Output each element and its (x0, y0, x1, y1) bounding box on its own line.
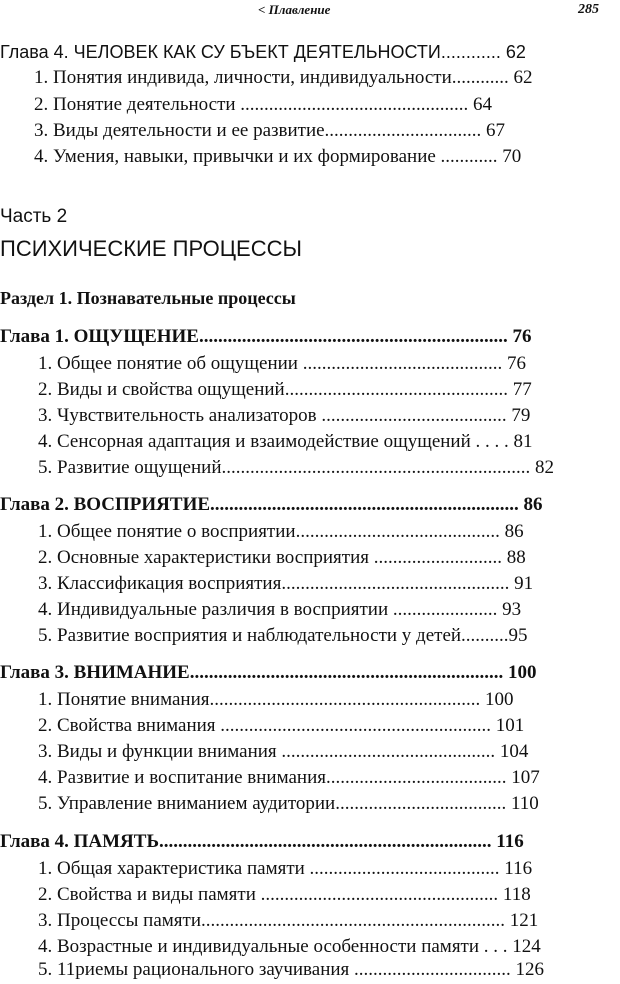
section-heading: Раздел 1. Познавательные процессы (0, 288, 296, 308)
toc-entry: 1. Понятия индивида, личности, индивидуальности............ 62 (34, 67, 533, 88)
toc-entry: 1. Общая характеристика памяти ........................................ 116 (38, 858, 533, 879)
toc-entry: 4. Сенсорная адаптация и взаимодействие ощущений . . . . 81 (38, 431, 533, 452)
toc-entry: 2. Понятие деятельности ................................................ 64 (34, 94, 493, 115)
running-header (0, 2, 620, 20)
toc-entry: 3. Чувствительность анализаторов ....................................... 79 (38, 405, 531, 426)
toc-entry: 3. Процессы памяти................................................................ 121 (38, 910, 539, 931)
toc-entry: 4. Индивидуальные различия в восприятии ...................... 93 (38, 599, 522, 620)
running-title: < Плавление (258, 2, 331, 17)
toc-entry: 5. Развитие восприятия и наблюдательности у детей..........95 (38, 625, 528, 646)
toc-entry: 5. 11риемы рационального заучивания ................................. 126 (38, 959, 545, 980)
toc-entry: 4. Умения, навыки, привычки и их формирование ............ 70 (34, 146, 522, 167)
toc-chapter-heading: Глава 3. ВНИМАНИЕ.................................................................. 100 (0, 662, 537, 683)
part-title: ПСИХИЧЕСКИЕ ПРОЦЕССЫ (0, 236, 302, 261)
toc-entry: 1. Общее понятие об ощущении .......................................... 76 (38, 353, 526, 374)
part-number: Часть 2 (0, 206, 68, 227)
toc-entry: 4. Возрастные и индивидуальные особенности памяти . . . 124 (38, 936, 541, 957)
toc-chapter-heading: Глава 1. ОЩУЩЕНИЕ................................................................. 76 (0, 326, 532, 347)
toc-entry: 2. Виды и свойства ощущений............................................... 77 (38, 379, 532, 400)
toc-entry: 4. Развитие и воспитание внимания...................................... 107 (38, 767, 540, 788)
toc-chapter-heading: Глава 4. ЧЕЛОВЕК КАК СУ БЪЕКТ ДЕЯТЕЛЬНОСТИ............ 62 (0, 42, 526, 62)
toc-entry: 3. Виды и функции внимания ............................................. 104 (38, 741, 529, 762)
toc-entry: 5. Управление вниманием аудитории.................................... 110 (38, 793, 539, 814)
toc-entry: 2. Основные характеристики восприятия ........................... 88 (38, 547, 526, 568)
toc-entry: 2. Свойства внимания ......................................................... 101 (38, 715, 525, 736)
toc-entry: 5. Развитие ощущений................................................................. 82 (38, 457, 554, 478)
toc-chapter-heading: Глава 2. ВОСПРИЯТИЕ................................................................. 86 (0, 494, 543, 515)
toc-chapter-heading: Глава 4. ПАМЯТЬ...................................................................... 116 (0, 831, 524, 852)
toc-entry: 1. Общее понятие о восприятии........................................... 86 (38, 521, 524, 542)
toc-entry: 3. Классификация восприятия................................................ 91 (38, 573, 534, 594)
page-number: 285 (578, 2, 599, 17)
toc-entry: 2. Свойства и виды памяти .................................................. 118 (38, 884, 531, 905)
toc-entry: 1. Понятие внимания......................................................... 100 (38, 689, 514, 710)
toc-entry: 3. Виды деятельности и ее развитие................................. 67 (34, 120, 506, 141)
